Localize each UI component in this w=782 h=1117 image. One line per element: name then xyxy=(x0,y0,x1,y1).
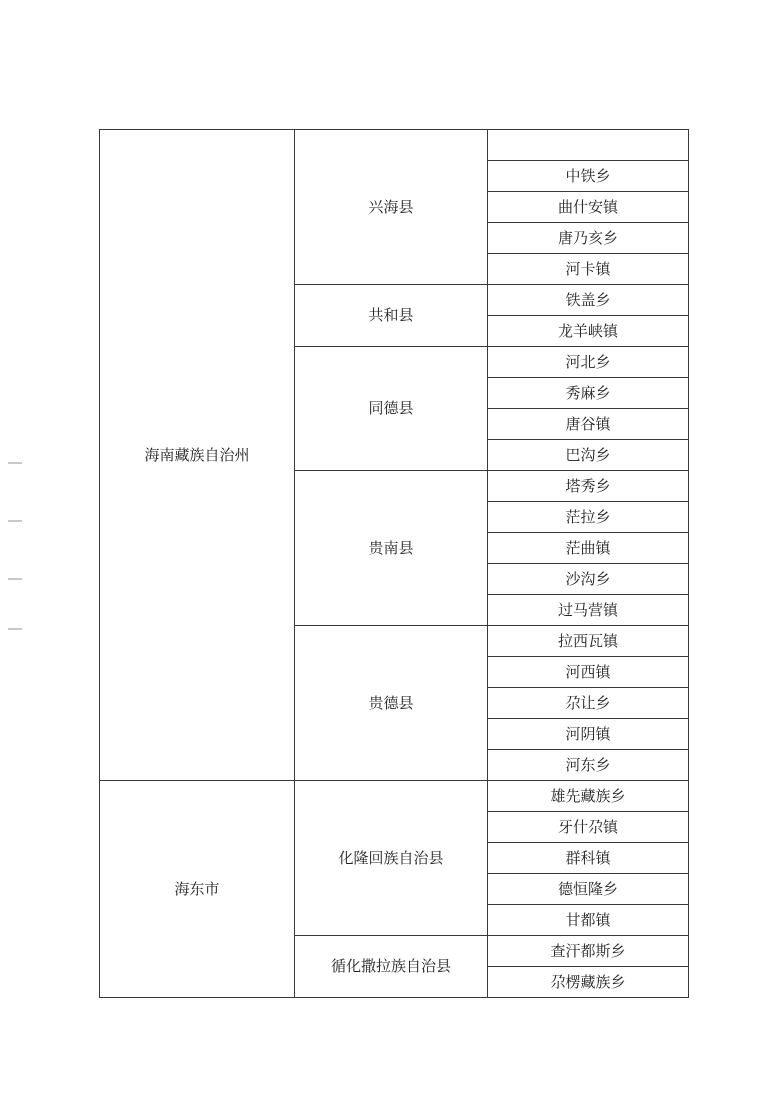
town-cell: 拉西瓦镇 xyxy=(488,626,689,657)
town-cell: 尕楞藏族乡 xyxy=(488,967,689,998)
town-cell: 河东乡 xyxy=(488,750,689,781)
county-cell: 兴海县 xyxy=(295,130,488,285)
town-cell: 过马营镇 xyxy=(488,595,689,626)
town-cell: 铁盖乡 xyxy=(488,285,689,316)
town-cell: 曲什安镇 xyxy=(488,192,689,223)
town-cell: 塔秀乡 xyxy=(488,471,689,502)
town-cell: 群科镇 xyxy=(488,843,689,874)
admin-division-table xyxy=(99,129,689,998)
town-cell: 巴沟乡 xyxy=(488,440,689,471)
town-cell: 河阴镇 xyxy=(488,719,689,750)
town-cell: 秀麻乡 xyxy=(488,378,689,409)
scan-mark xyxy=(8,628,22,630)
town-cell: 唐乃亥乡 xyxy=(488,223,689,254)
town-cell: 雄先藏族乡 xyxy=(488,781,689,812)
town-cell: 中铁乡 xyxy=(488,161,689,192)
blank-cell xyxy=(488,130,689,161)
town-cell: 沙沟乡 xyxy=(488,564,689,595)
table-row xyxy=(100,781,689,812)
town-cell: 查汗都斯乡 xyxy=(488,936,689,967)
town-cell: 茫拉乡 xyxy=(488,502,689,533)
town-cell: 茫曲镇 xyxy=(488,533,689,564)
county-cell: 化隆回族自治县 xyxy=(295,781,488,936)
county-cell: 贵德县 xyxy=(295,626,488,781)
town-cell: 德恒隆乡 xyxy=(488,874,689,905)
city-cell: 海南藏族自治州 xyxy=(100,130,295,781)
town-cell: 河卡镇 xyxy=(488,254,689,285)
city-cell: 海东市 xyxy=(100,781,295,998)
scan-mark xyxy=(8,462,22,464)
town-cell: 牙什尕镇 xyxy=(488,812,689,843)
scan-mark xyxy=(8,520,22,522)
town-cell: 唐谷镇 xyxy=(488,409,689,440)
town-cell: 河北乡 xyxy=(488,347,689,378)
county-cell: 循化撒拉族自治县 xyxy=(295,936,488,998)
town-cell: 河西镇 xyxy=(488,657,689,688)
county-cell: 贵南县 xyxy=(295,471,488,626)
town-cell: 龙羊峡镇 xyxy=(488,316,689,347)
town-cell: 尕让乡 xyxy=(488,688,689,719)
scan-mark xyxy=(8,578,22,580)
county-cell: 同德县 xyxy=(295,347,488,471)
town-cell: 甘都镇 xyxy=(488,905,689,936)
county-cell: 共和县 xyxy=(295,285,488,347)
table-top-row xyxy=(100,130,689,161)
